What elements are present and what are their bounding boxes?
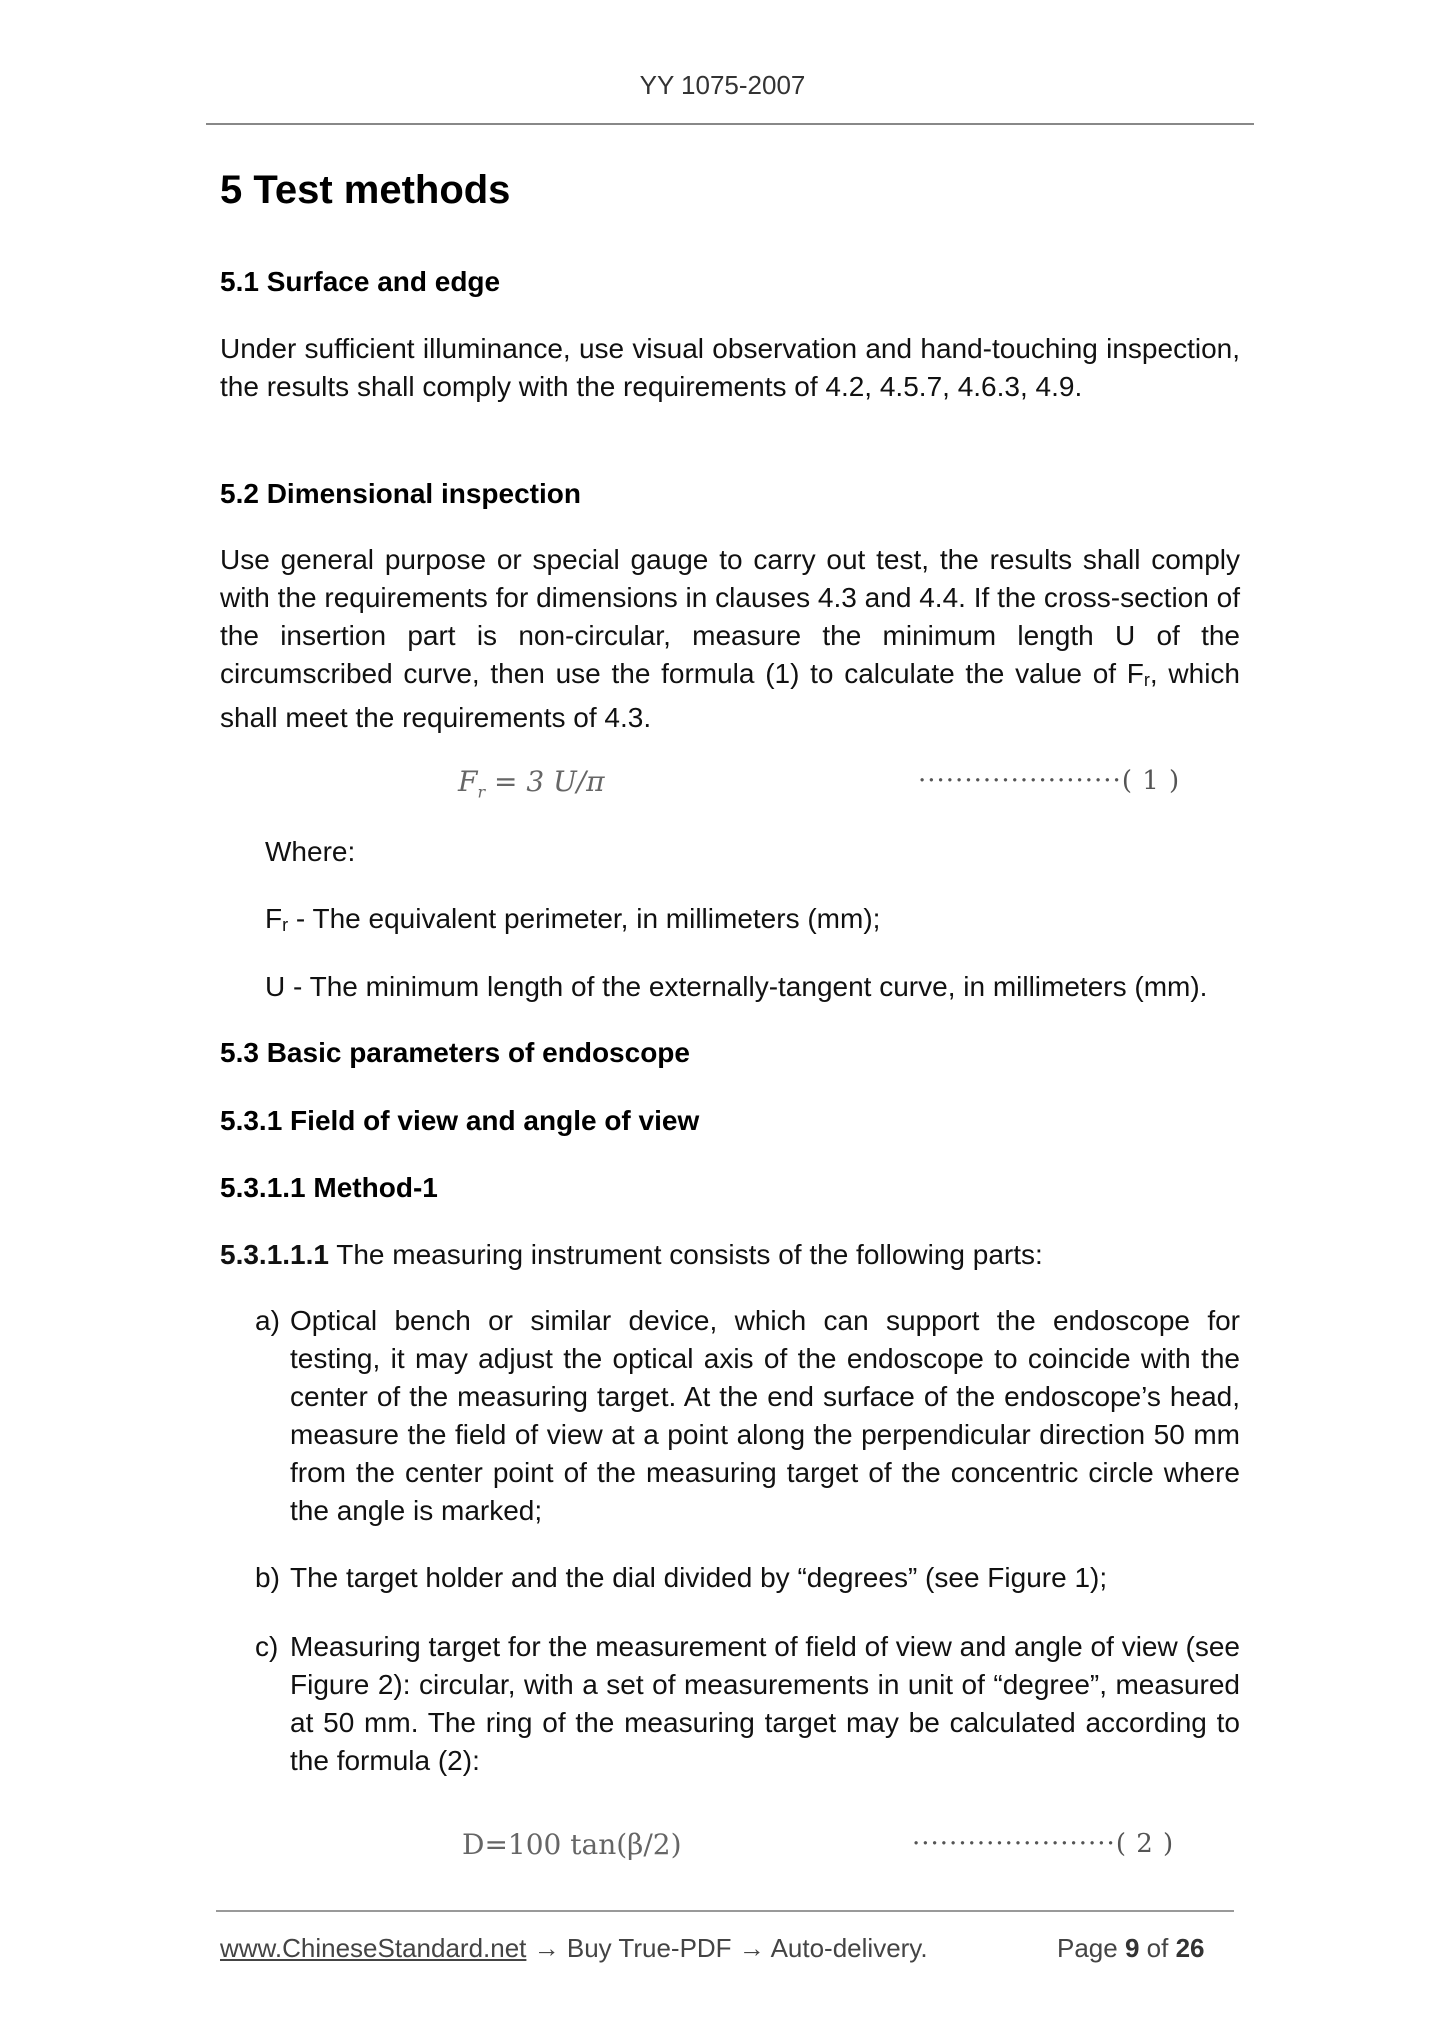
- formula-1: [458, 765, 605, 802]
- of-label: of: [1146, 1933, 1169, 1963]
- page-total: 26: [1175, 1933, 1205, 1963]
- clause-number-5-3-1-1-1: 5.3.1.1.1: [220, 1239, 329, 1270]
- formula-1-eqnum: ( 1 ): [1121, 766, 1181, 796]
- list-item-label: b): [255, 1562, 280, 1593]
- heading-5-2: 5.2 Dimensional inspection: [220, 478, 581, 509]
- page-number: 9: [1124, 1933, 1140, 1963]
- list-item-text: Optical bench or similar device, which can support the endoscope for testing, it may adjust the optical axis of the endoscope to coincide with the center of the measuring target. At the end surface of the endoscope’s head, measure the field of view at a point along the perpendicular direction 50 mm from the center point of the measuring target of the concentric circle where the angle is marked;: [290, 1305, 1240, 1526]
- definition-fr-sym: F: [265, 903, 283, 934]
- formula-1-lhs: F: [458, 765, 478, 798]
- formula-1-rhs: = 3 U/π: [485, 765, 605, 798]
- footer-promo-text: → Buy True-PDF → Auto-delivery.: [526, 1933, 928, 1963]
- formula-1-lhs-sub: r: [477, 782, 486, 802]
- heading-5-3: 5.3 Basic parameters of endoscope: [220, 1037, 690, 1068]
- heading-5-3-1-1: 5.3.1.1 Method-1: [220, 1172, 438, 1203]
- paragraph-5-2-part2: , which shall meet the requirements of 4.3.: [220, 658, 1240, 733]
- paragraph-5-2-sub: r: [1143, 670, 1150, 690]
- paragraph-5-1: Under sufficient illuminance, use visual observation and hand-touching inspection, the results shall comply with the requirements of 4.2, 4.5.7, 4.6.3, 4.9.: [220, 333, 1240, 402]
- list-item-b: [255, 1559, 1240, 1597]
- footer-divider: [216, 1910, 1234, 1912]
- page-indicator: [1057, 1933, 1205, 1964]
- paragraph-5-2-part1: Use general purpose or special gauge to carry out test, the results shall comply with the requirements for dimensions in clauses 4.3 and 4.4. If the cross-section of the insertion part is non-circular, measure the minimum length U of the circumscribed curve, then use the formula (1) to calculate the value of F: [220, 544, 1240, 689]
- page-label: Page: [1057, 1933, 1118, 1963]
- definition-fr-text: - The equivalent perimeter, in millimeters (mm);: [288, 903, 881, 934]
- formula-2-eqnum: ( 2 ): [1115, 1829, 1175, 1859]
- list-item-text: The target holder and the dial divided by “degrees” (see Figure 1);: [290, 1562, 1108, 1593]
- list-item-label: a): [255, 1305, 280, 1336]
- paragraph-5-3-1-1-1: [220, 1236, 1240, 1274]
- heading-5-3-1: 5.3.1 Field of view and angle of view: [220, 1105, 700, 1136]
- definition-fr-sub: r: [282, 915, 289, 935]
- paragraph-5-2: [220, 541, 1240, 737]
- clause-text-5-3-1-1-1: The measuring instrument consists of the following parts:: [328, 1239, 1043, 1270]
- definition-u: U - The minimum length of the externally-tangent curve, in millimeters (mm).: [265, 971, 1208, 1002]
- where-label: Where:: [265, 836, 356, 867]
- header-doc-code: YY 1075-2007: [639, 70, 806, 100]
- list-item-a: [255, 1302, 1240, 1530]
- list-item-c: [255, 1628, 1240, 1780]
- formula-2-leader: ······················: [912, 1829, 1116, 1859]
- footer-promo: [220, 1933, 928, 1964]
- formula-1-leader: ······················: [918, 766, 1122, 796]
- list-item-label: c): [255, 1631, 279, 1662]
- heading-5-1: 5.1 Surface and edge: [220, 266, 501, 297]
- list-item-text: Measuring target for the measurement of field of view and angle of view (see Figure 2): circular, with a set of measurements in unit of “degree”, measured at 50 mm. The ring of the measuring target may be calculated according to the formula (2):: [290, 1631, 1240, 1776]
- section-title: 5 Test methods: [220, 168, 511, 212]
- formula-2: D=100 tan(β/2): [462, 1828, 682, 1861]
- formula-1-number: [918, 766, 1180, 796]
- definition-fr: [265, 900, 1240, 944]
- footer-link[interactable]: www.ChineseStandard.net: [220, 1933, 527, 1963]
- formula-2-number: [912, 1829, 1174, 1859]
- header-divider: [206, 123, 1254, 125]
